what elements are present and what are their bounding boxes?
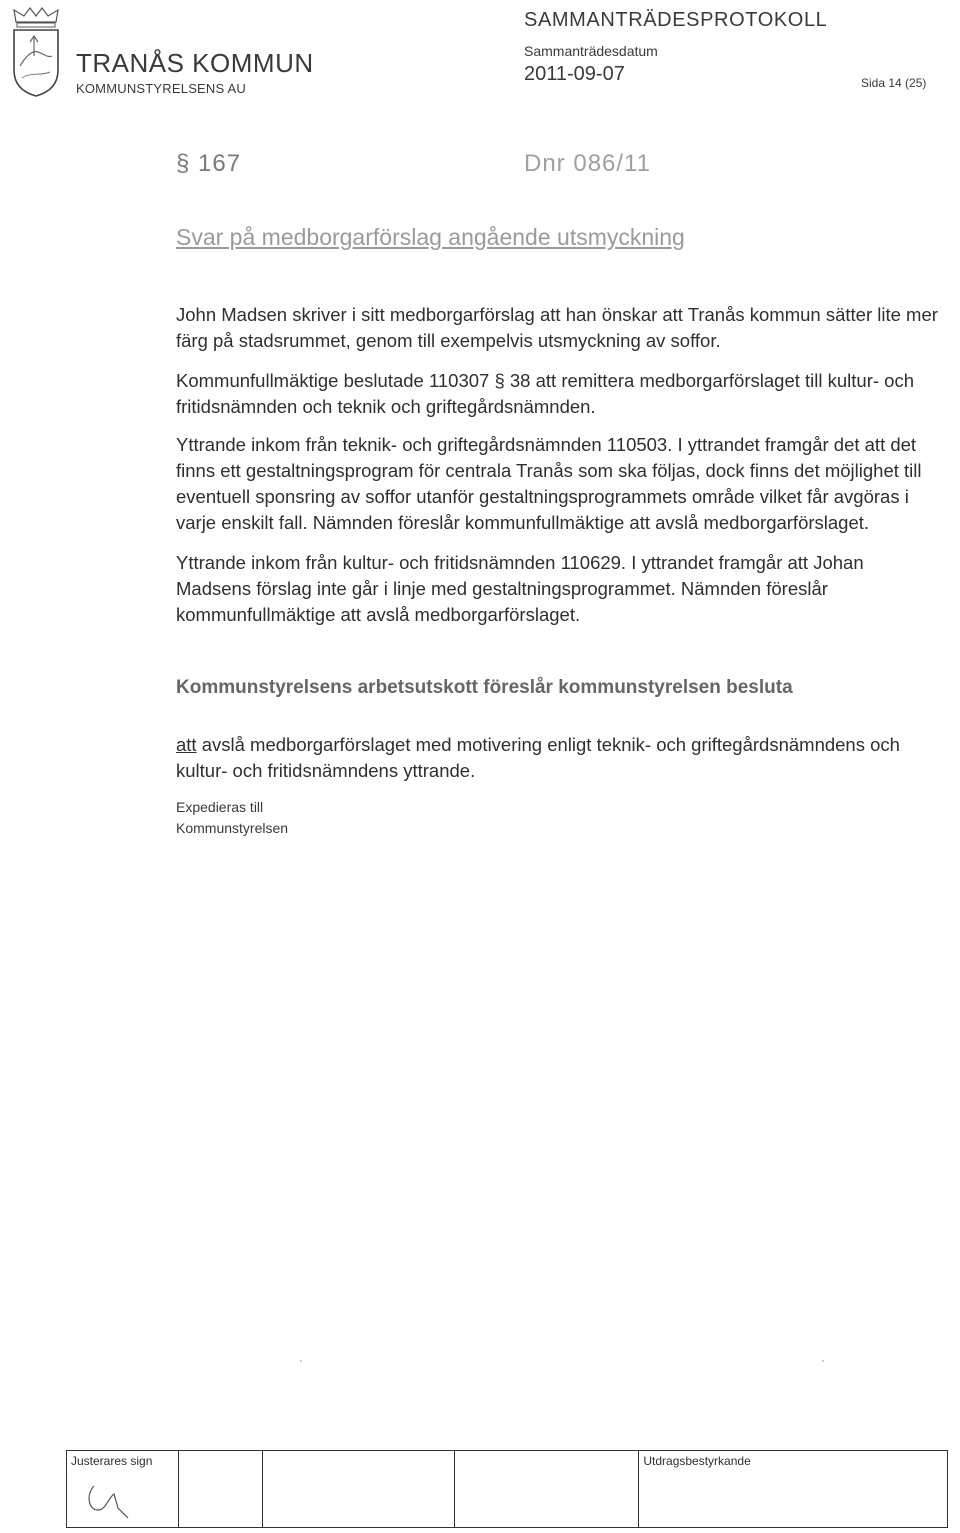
meeting-date-value: 2011-09-07	[524, 63, 625, 85]
proposal-body: avslå medborgarförslaget med motivering enligt teknik- och griftegårdsnämndens och kultur- och fritidsnämndens yttrande.	[176, 734, 900, 781]
signature-table	[66, 1450, 948, 1528]
body-paragraph: Yttrande inkom från kultur- och fritidsnämnden 110629. I yttrandet framgår att Johan Madsens förslag inte går i linje med gestaltningsprogrammet. Nämnden föreslår kommunfullmäktige att avslå medborgarförslaget.	[176, 552, 864, 625]
proposal-heading: Kommunstyrelsens arbetsutskott föreslår kommunstyrelsen besluta	[176, 677, 793, 698]
sign-cell	[263, 1451, 454, 1528]
scan-speck	[822, 1360, 824, 1362]
body-paragraph: Yttrande inkom från teknik- och griftegårdsnämnden 110503. I yttrandet framgår det att det finns ett gestaltningsprogram för centrala Tranås som ska följas, dock finns det möjlighet till eventuell sponsring av soffor utanför gestaltningsprogrammets område vilket får avgöras i varje enskilt fall. Nämnden föreslår kommunfullmäktige att avslå medborgarförslaget.	[176, 434, 922, 533]
scan-speck	[300, 1360, 302, 1362]
sign-cell	[179, 1451, 263, 1528]
signature-scribble-icon	[78, 1480, 148, 1526]
proposal-text	[176, 732, 938, 784]
adjusters-sign-label: Justerares sign	[71, 1454, 153, 1468]
dispatch-recipient: Kommunstyrelsen	[176, 820, 289, 836]
body-paragraph: Kommunfullmäktige beslutade 110307 § 38 att remittera medborgarförslaget till kultur- och fritidsnämnden och teknik och griftegårdsnämnden.	[176, 370, 914, 417]
coat-of-arms-icon	[8, 6, 64, 98]
organization-name: TRANÅS KOMMUN	[76, 48, 314, 78]
document-type: SAMMANTRÄDESPROTOKOLL	[524, 9, 828, 31]
case-heading: Svar på medborgarförslag angående utsmyckning	[176, 224, 685, 250]
att-keyword: att	[176, 734, 197, 755]
page-number: Sida 14 (25)	[861, 76, 927, 90]
sign-cell	[454, 1451, 639, 1528]
diary-number: Dnr 086/11	[524, 150, 651, 177]
meeting-date-label: Sammanträdesdatum	[524, 43, 658, 59]
certifying-label: Utdragsbestyrkande	[643, 1454, 751, 1468]
organization-subtitle: KOMMUNSTYRELSENS AU	[76, 81, 246, 96]
certifying-cell	[639, 1451, 948, 1528]
paragraph-number: § 167	[176, 150, 242, 177]
body-paragraph: John Madsen skriver i sitt medborgarförslag att han önskar att Tranås kommun sätter lite mer färg på stadsrummet, genom till exempelvis utsmyckning av soffor.	[176, 304, 938, 351]
dispatch-label: Expedieras till	[176, 799, 264, 815]
